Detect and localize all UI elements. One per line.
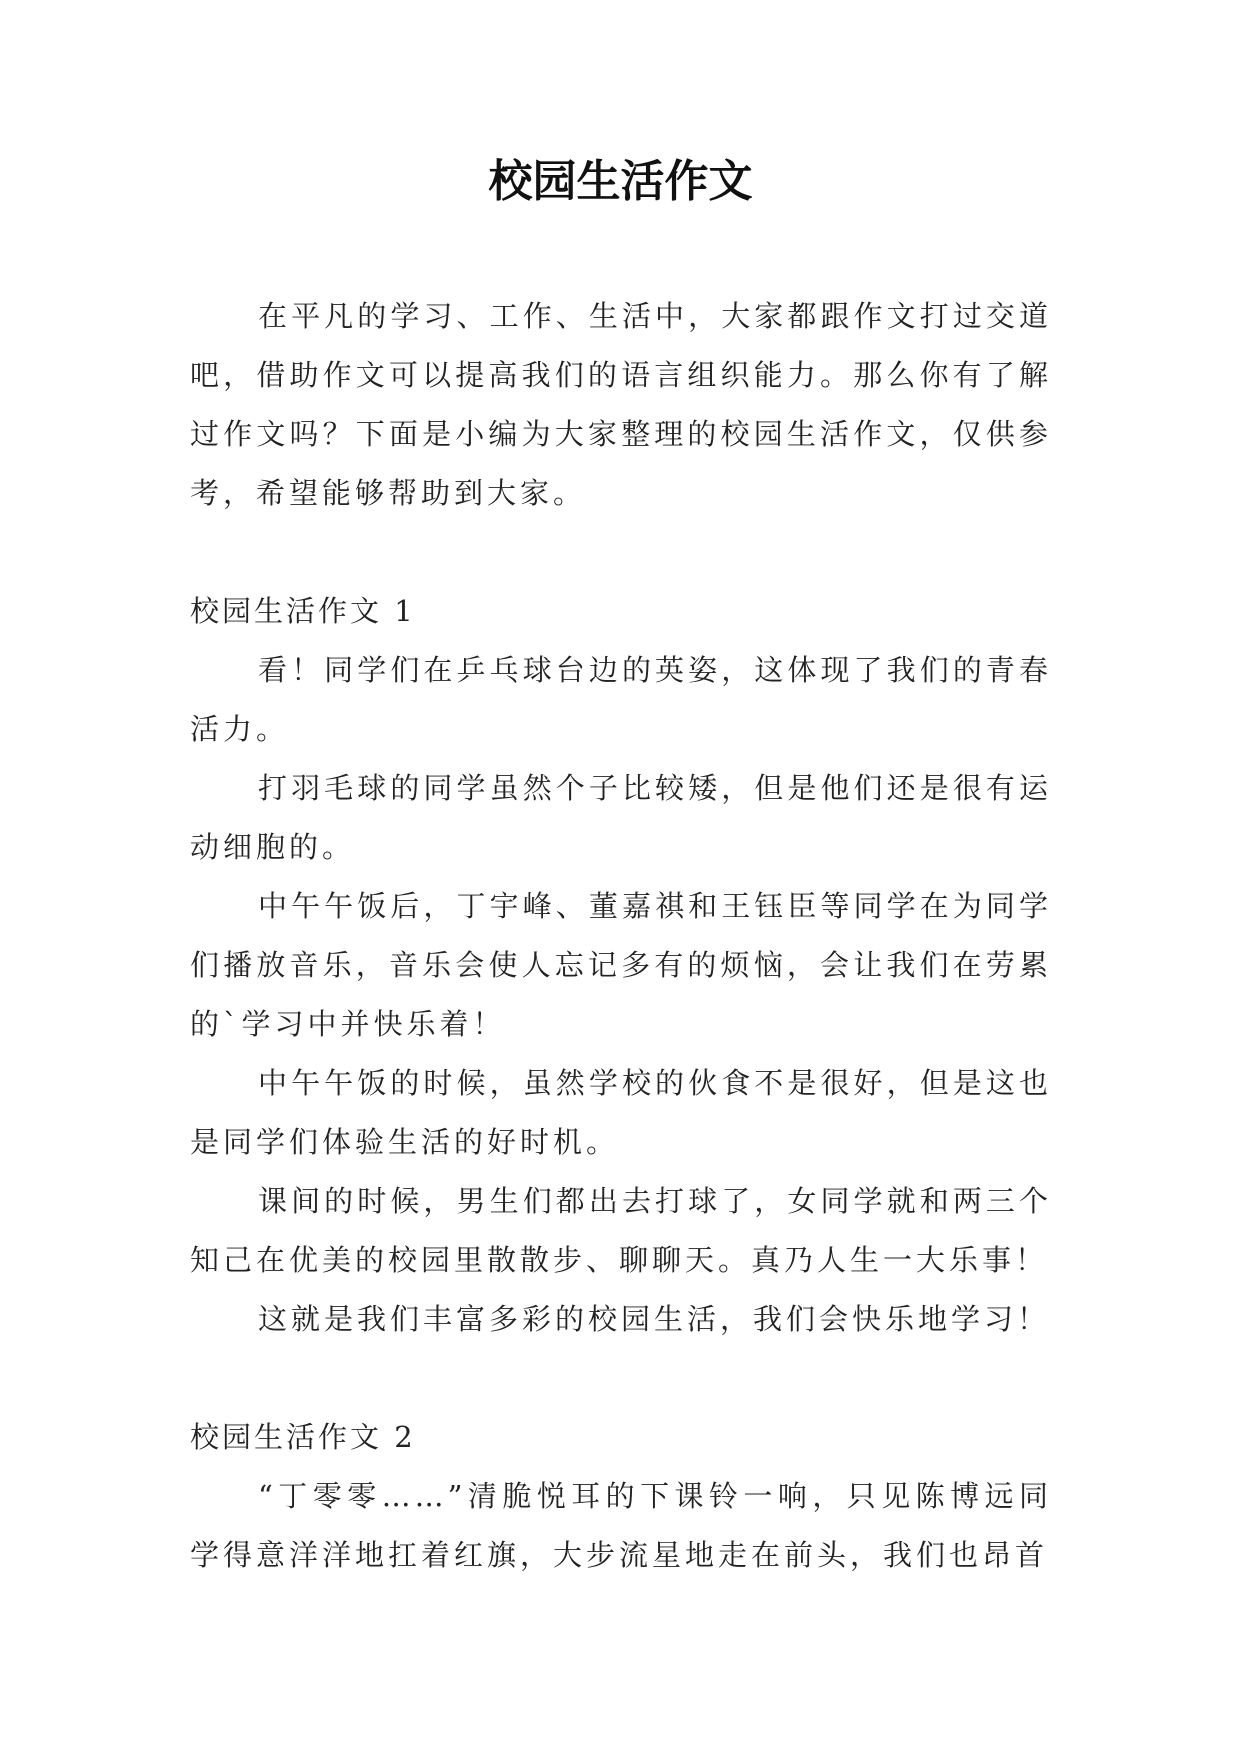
document-title: 校园生活作文 <box>488 156 753 207</box>
essay-1-heading: 校园生活作文 1 <box>190 594 416 628</box>
essay-1-paragraph: 这就是我们丰富多彩的校园生活，我们会快乐地学习！ <box>258 1302 1051 1336</box>
essay-1-paragraph: 中午午饭后，丁宇峰、董嘉祺和王钰臣等同学在为同学们播放音乐，音乐会使人忘记多有的烦恼，会让我们在劳累的`学习中并快乐着！ <box>190 889 1052 1041</box>
essay-1-paragraph: 打羽毛球的同学虽然个子比较矮，但是他们还是很有运动细胞的。 <box>190 771 1052 864</box>
section-spacer <box>190 1349 1052 1408</box>
essay-1-paragraph: 看！同学们在乒乓球台边的英姿，这体现了我们的青春活力。 <box>190 653 1052 746</box>
essay-2-heading: 校园生活作文 2 <box>190 1420 416 1454</box>
intro-paragraph: 在平凡的学习、工作、生活中，大家都跟作文打过交道吧，借助作文可以提高我们的语言组织能力。那么你有了解过作文吗？下面是小编为大家整理的校园生活作文，仅供参考，希望能够帮助到大家。 <box>190 299 1052 510</box>
essay-1-paragraph: 课间的时候，男生们都出去打球了，女同学就和两三个知己在优美的校园里散散步、聊聊天。真乃人生一大乐事！ <box>190 1184 1052 1277</box>
essay-2-paragraph: “丁零零……”清脆悦耳的下课铃一响，只见陈博远同学得意洋洋地扛着红旗，大步流星地走在前头，我们也昂首 <box>190 1479 1052 1572</box>
essay-1-paragraph: 中午午饭的时候，虽然学校的伙食不是很好，但是这也是同学们体验生活的好时机。 <box>190 1066 1052 1159</box>
document-body <box>190 287 1052 1585</box>
